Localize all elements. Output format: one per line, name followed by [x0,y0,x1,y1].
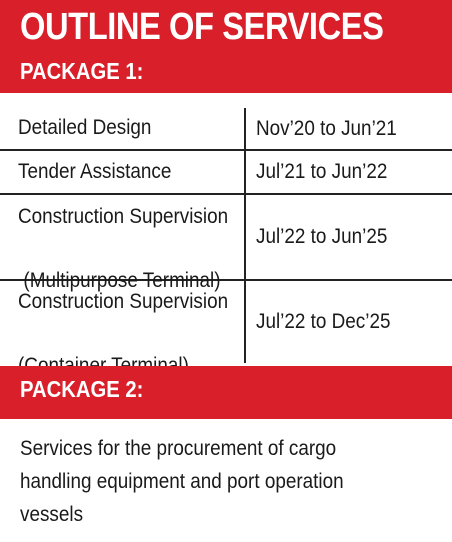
period-cell [244,108,452,149]
package-2-label: PACKAGE 2: [20,376,144,402]
package-2-description [20,432,440,531]
package-1-label: PACKAGE 1: [20,58,144,84]
table-row [0,108,452,151]
period-cell [244,195,452,279]
period-label: Jul’22 to Jun’25 [256,225,388,248]
page-title: OUTLINE OF SERVICES [20,6,384,48]
table-row [0,151,452,195]
table-row [0,195,452,292]
task-cell [0,151,240,193]
task-cell [0,195,240,292]
period-label: Nov’20 to Jun’21 [256,116,397,140]
task-label: Construction Supervision [18,205,229,228]
task-label: Detailed Design [18,116,152,139]
package-2-banner [0,366,452,419]
description-line: Services for the procurement of cargo [20,437,337,460]
description-line: handling equipment and port operation [20,470,344,493]
task-cell [0,281,240,363]
task-sublabel: (Multipurpose Terminal) [23,269,221,292]
task-label: Tender Assistance [18,160,172,183]
schedule-table [0,108,452,363]
period-cell [244,281,452,363]
task-label: Construction Supervision [18,290,229,313]
period-label: Jul’22 to Dec’25 [256,310,391,333]
period-cell [244,151,452,193]
table-row [0,281,452,363]
header-banner [0,0,452,93]
period-label: Jul’21 to Jun’22 [256,160,388,183]
description-line: vessels [20,503,84,526]
task-cell [0,108,240,149]
